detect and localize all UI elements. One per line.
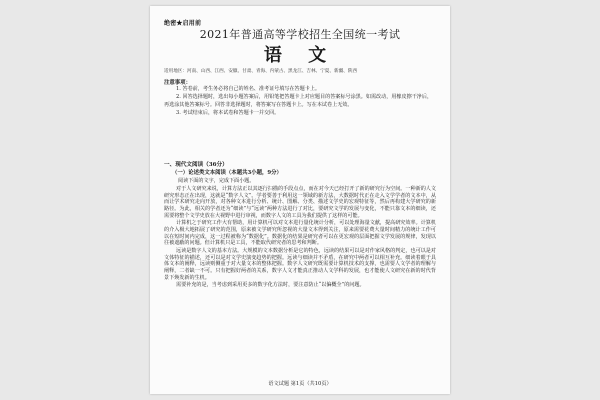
notice-item: 2. 回答选择题时，选出每小题答案后，用铅笔把答题卡上对应题目的答案标号涂黑。如需改动，用橡皮擦干净后，再选涂其他答案标号。回答非选择题时，将答案写在答题卡上。写在本试卷上无效。: [164, 94, 433, 108]
notice-item: 3. 考试结束后，将本试卷和答题卡一并交回。: [176, 110, 280, 117]
notices-heading: 注意事项：: [164, 80, 191, 86]
reading-instruction: 阅读下面的文字，完成下面小题。: [178, 178, 255, 184]
passage-paragraph: 计算机之于研究工作大有帮助，用计算机可以对文本进行量化统计分析，可以处理海量文献，提高研究效率。计算机的介入极大地拓展了研究的范围，原来被文学研究所忽视的大量文本得到关注，原来需要花费大量时间精力的统计工作可以在短时间内完成，这一过程被称为“数据化”。数据化的结果是研究者可以在更宏观的层面把握文学发展的规律，发现以往被遮蔽的问题。但计算机只是工具，不能取代研究者的思考和判断。: [164, 220, 436, 247]
subject-title: 语 文: [263, 45, 337, 66]
passage-paragraph: 对于人文研究来说，计算方法正以其逐行扫描的手段点点，而在对今天已经打开了新的研究行为空间。一种新的人文研究形态正在出现，这就是“数字人文”。学者要善于利用这一领域的新方法，大数据时代正在走入文学学者的文本中，从而让学术研究走向开放，对各种文本进行分析、统计、图解、分类、描述文学史的宏观特征等，然后再构建大学研究的新路径。为此，相关的学者还为“细读”与“远读”两种方法进行了对比，要研究文学的发展与变化，不能只靠文本的细读，还需要将整个文学史放在大视野中进行审视，而数字人文的工具为我们提供了这样的可能。: [164, 186, 436, 219]
regions-note: 适用地区：河南、山西、江西、安徽、甘肃、青海、内蒙古、黑龙江、吉林、宁夏、新疆、陕西: [164, 69, 357, 74]
notice-item: 1. 答卷前，考生务必将自己的姓名、准考证号填写在答题卡上。: [176, 86, 321, 92]
reading-passage: [164, 186, 436, 290]
exam-title: 2021年普通高等学校招生全国统一考试: [199, 28, 401, 41]
exam-page: [150, 6, 450, 394]
passage-paragraph: 远读是数字人文的基本方法。大规模的文本数据分析是它的特色，远读的结果可以是对作家风格的判定，也可以是对文体特征的描述，还可以是对文学史演变趋势的把握。远读与细读并不矛盾，在研究中两者可以相互补充。细读着眼于具体文本的阐释，远读则侧重于对大量文本的整体把握。数字人文研究既需要计算机技术的支撑，也需要人文学者的理解与阐释，二者缺一不可。只有把握好两者的关系，数字人文才能真正推动人文学科的发展，也才能使人文研究在新的时代背景下焕发新的生机。: [164, 247, 436, 281]
secret-label: 绝密★启用前: [164, 20, 202, 27]
notices-list: [164, 86, 436, 119]
section-heading: 一、现代文阅读（36分）: [164, 162, 228, 168]
subsection-heading: （一）论述类文本阅读（本题共3小题，9分）: [172, 170, 282, 176]
page-footer: 语文试题 第1页（共10页）: [268, 381, 332, 387]
passage-paragraph: 需要补充的是，当考虑到采用更多的数字化方法时，要注意防止“以偏概全”的问题。: [176, 282, 365, 289]
